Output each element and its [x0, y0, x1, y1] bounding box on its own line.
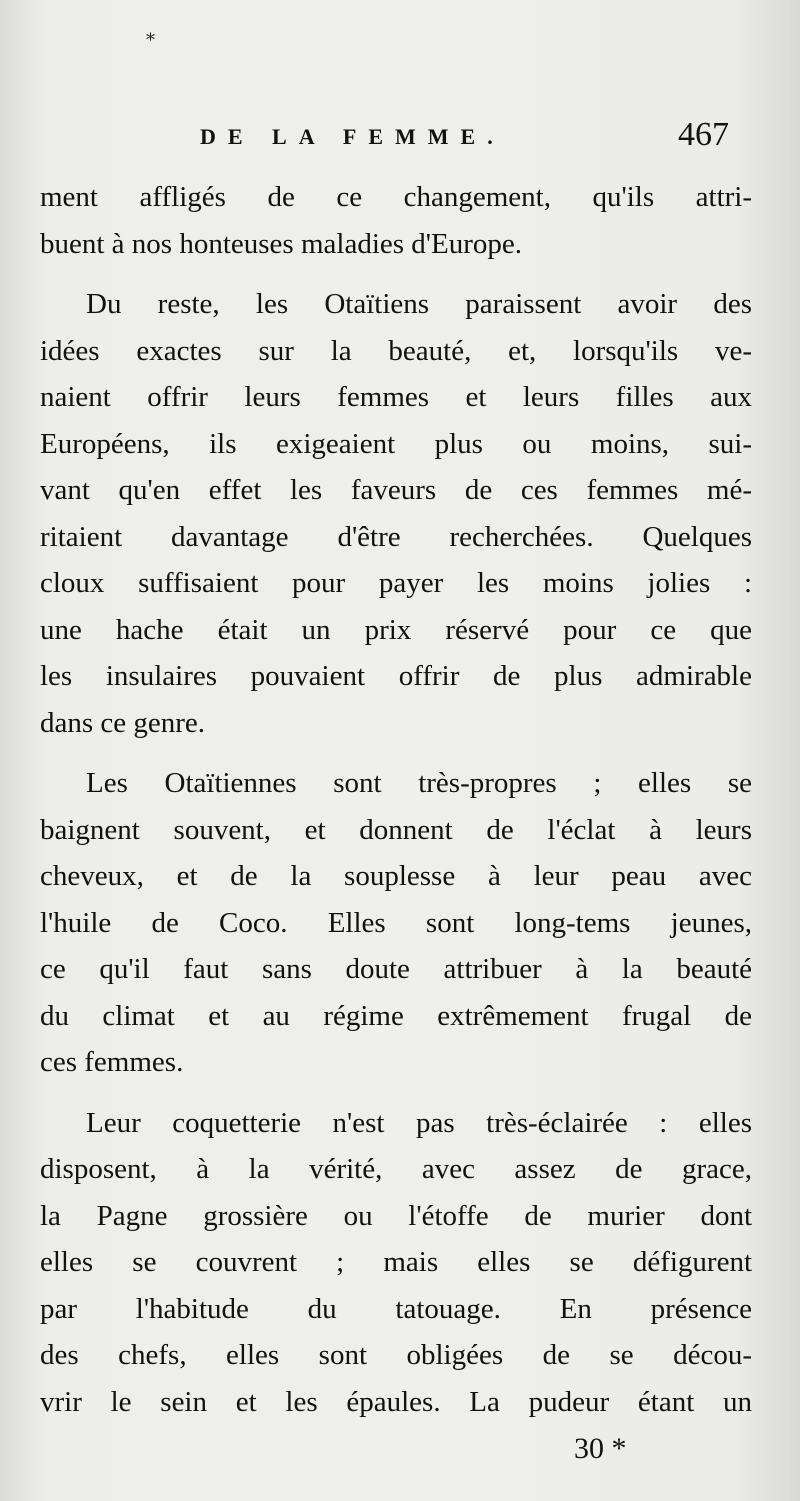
- text-line: par l'habitude du tatouage. En présence: [40, 1292, 752, 1325]
- page-number: 467: [678, 116, 729, 153]
- text-line: dans ce genre.: [40, 706, 206, 739]
- text-line: l'huile de Coco. Elles sont long-tems jeunes,: [40, 906, 752, 939]
- paragraph-3: [40, 760, 752, 1086]
- text-line: naient offrir leurs femmes et leurs filles aux: [40, 381, 752, 413]
- signature-mark: 30 *: [574, 1432, 627, 1465]
- text-line: vant qu'en effet les faveurs de ces femmes mé-: [40, 474, 752, 506]
- text-line: Leur coquetterie n'est pas très-éclairée : elles: [86, 1106, 752, 1139]
- text-line: vrir le sein et les épaules. La pudeur étant un: [40, 1385, 752, 1418]
- text-line: elles se couvrent ; mais elles se défigurent: [40, 1246, 752, 1278]
- text-line: Européens, ils exigeaient plus ou moins, sui-: [40, 427, 752, 460]
- sheet-mark-star: *: [146, 30, 155, 51]
- text-line: Les Otaïtiennes sont très-propres ; elles se: [86, 767, 752, 799]
- text-line: une hache était un prix réservé pour ce que: [40, 613, 752, 646]
- text-line: cloux suffisaient pour payer les moins jolies :: [40, 567, 752, 599]
- text-line: la Pagne grossière ou l'étoffe de murier dont: [40, 1199, 752, 1232]
- text-line: disposent, à la vérité, avec assez de grace,: [40, 1153, 752, 1185]
- body-text: [40, 174, 752, 1425]
- text-line: idées exactes sur la beauté, et, lorsqu'ils ve-: [40, 334, 752, 367]
- text-line: buent à nos honteuses maladies d'Europe.: [40, 227, 522, 260]
- text-line: cheveux, et de la souplesse à leur peau avec: [40, 860, 752, 892]
- text-line: du climat et au régime extrêmement frugal de: [40, 999, 752, 1032]
- text-line: ment affligés de ce changement, qu'ils attri-: [40, 181, 752, 213]
- running-title: DE LA FEMME.: [200, 124, 505, 149]
- text-line: les insulaires pouvaient offrir de plus admirable: [40, 660, 752, 692]
- paragraph-1: [40, 174, 752, 267]
- text-line: baignent souvent, et donnent de l'éclat à leurs: [40, 813, 752, 846]
- text-line: des chefs, elles sont obligées de se décou-: [40, 1339, 752, 1371]
- text-line: ce qu'il faut sans doute attribuer à la beauté: [40, 953, 752, 985]
- paragraph-4: [40, 1100, 752, 1426]
- text-line: ritaient davantage d'être recherchées. Quelques: [40, 520, 752, 553]
- text-line: ces femmes.: [40, 1046, 184, 1078]
- text-line: Du reste, les Otaïtiens paraissent avoir des: [86, 288, 752, 320]
- paragraph-2: [40, 281, 752, 746]
